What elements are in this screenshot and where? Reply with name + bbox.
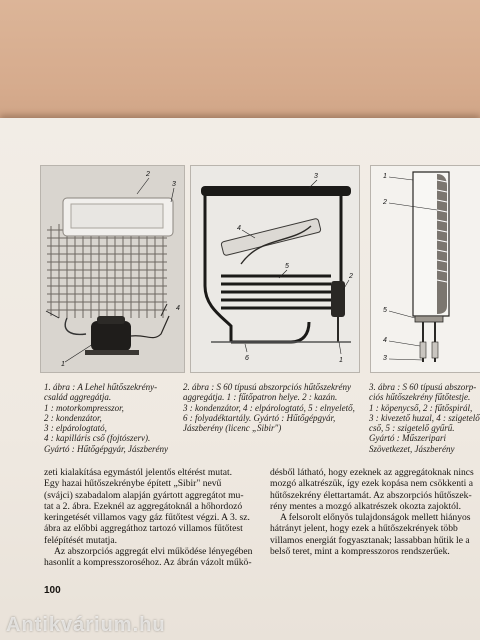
caption-line: 6 : folyadéktartály. Gyártó : Hűtőgépgyár, (183, 412, 336, 423)
figure-3-drawing (370, 165, 480, 373)
body-line: zeti kialakítása egymástól jelentős eltérést mutat. (44, 467, 233, 478)
svg-text:5: 5 (285, 263, 289, 270)
caption-line: 3. ábra : S 60 típusú abszorp- (369, 382, 477, 392)
body-line: rény mentes a mozgó alkatrészek okozta zajoktól. (270, 500, 461, 512)
svg-text:2: 2 (146, 171, 150, 178)
caption-line: 2. ábra : S 60 típusú abszorpciós hűtőszekrény (183, 382, 351, 392)
svg-text:3: 3 (172, 181, 176, 188)
svg-text:2: 2 (383, 199, 387, 206)
body-text-column-left (44, 467, 256, 569)
caption-line: 2 : kondenzátor, (44, 412, 102, 423)
body-line: hátrányt jelent, hogy ezek a hűtőszekrények több (270, 523, 458, 535)
body-line: mozgó alkatrészük, így ezek kopása nem csökkenti a (270, 478, 473, 490)
absorption-aggregate-illustration (191, 166, 359, 372)
svg-text:1: 1 (339, 357, 343, 364)
body-line: hűtőszekrény élettartamát. Az abszorpciós hűtőszek- (270, 489, 472, 501)
svg-text:5: 5 (383, 307, 387, 314)
svg-text:6: 6 (245, 355, 249, 362)
body-line: désből látható, hogy ezeknek az aggregátoknak nincs (270, 467, 474, 478)
caption-line: 3 : kondenzátor, 4 : elpárologtató, 5 : elnyelető, (183, 402, 355, 413)
body-line: (svájci) szabadalom alapján gyártott aggregátot mu- (44, 489, 244, 501)
svg-text:1: 1 (383, 173, 387, 180)
caption-line: 4 : kapilláris cső (fojtószerv). (44, 433, 151, 444)
caption-line: cső, 5 : szigetelő gyűrű. (369, 423, 455, 434)
figure-1-photo (40, 165, 185, 373)
body-line: ábra az előbbi aggregáthoz tartozó villamos fűtőtest (44, 523, 243, 535)
compressor-aggregate-illustration (41, 166, 184, 372)
body-line: Egy hazai hűtőszekrénybe épített „Sibir" nevű (44, 478, 222, 490)
caption-line: 3 : elpárologtató, (44, 423, 107, 434)
svg-text:4: 4 (176, 305, 180, 312)
caption-line: aggregátja. 1 : fűtőpatron helye. 2 : kazán. (183, 392, 338, 403)
caption-line: ciós hűtőszekrény fűtőtestje. (369, 392, 471, 403)
svg-text:2: 2 (349, 273, 353, 280)
caption-line: Gyártó : Műszeripari (369, 433, 446, 444)
body-line: keringetését villamos vagy gáz fűtőtest végzi. A 3. sz. (44, 512, 250, 524)
caption-line: család aggregátja. (44, 392, 112, 403)
caption-line: 3 : kivezető huzal, 4 : szigetelő (369, 412, 480, 423)
body-line: tat a 2. ábra. Ezeknél az aggregátoknál a hőhordozó (44, 500, 243, 512)
heating-element-illustration (371, 166, 480, 372)
svg-text:4: 4 (237, 225, 241, 232)
svg-text:3: 3 (314, 173, 318, 180)
background-surface (0, 0, 480, 125)
page-number: 100 (44, 585, 61, 596)
body-line: felépítését mutatja. (44, 534, 117, 546)
body-line: villamos energiát fogyasztanak; lassabban hűtik le a (270, 534, 470, 546)
body-text-column-right (270, 467, 480, 557)
figure-3-caption (369, 382, 480, 454)
figure-2-caption (183, 382, 363, 433)
caption-line: Gyártó : Hűtőgépgyár, Jászberény (44, 443, 168, 454)
caption-line: Jászberény (licenc „Sibir") (183, 423, 282, 434)
body-line: Az abszorpciós aggregát elvi működése lényegében (54, 546, 253, 558)
figure-1-caption (44, 382, 184, 454)
watermark: Antikvárium.hu (6, 614, 166, 636)
caption-line: 1 : motorkompresszor, (44, 402, 124, 413)
figure-2-photo (190, 165, 360, 373)
svg-text:1: 1 (61, 361, 65, 368)
body-line: hasonlít a kompresszoroséhoz. Az ábrán vázolt műkö- (44, 557, 252, 569)
body-line: A felsorolt előnyös tulajdonságok mellett hiányos (280, 512, 471, 524)
svg-text:3: 3 (383, 355, 387, 362)
caption-line: 1 : köpenycső, 2 : fűtőspirál, (369, 402, 473, 413)
caption-line: 1. ábra : A Lehel hűtőszekrény- (44, 382, 158, 392)
caption-line: Szövetkezet, Jászberény (369, 443, 455, 454)
svg-text:4: 4 (383, 337, 387, 344)
body-line: belső teret, mint a kompresszoros rendszerűek. (270, 546, 450, 558)
